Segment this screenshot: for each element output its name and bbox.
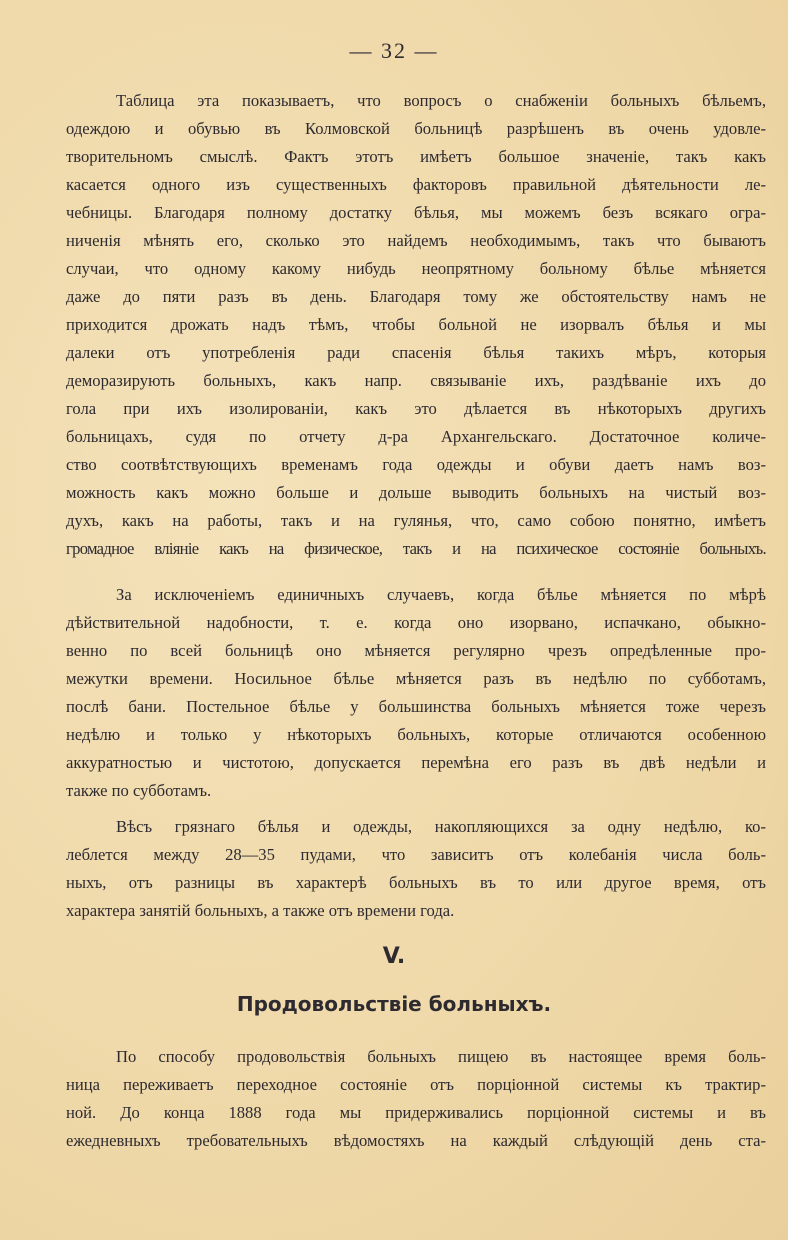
text-line: чебницы. Благодаря полному достатку бѣлья, мы можемъ безъ всякаго огра- xyxy=(66,203,766,222)
text-line: даже до пяти разъ въ день. Благодаря тому же обстоятельству намъ не xyxy=(66,287,766,306)
text-line: межутки времени. Носильное бѣлье мѣняется разъ въ недѣлю по субботамъ, xyxy=(66,669,766,688)
text-line: ныхъ, отъ разницы въ характерѣ больныхъ въ то или другое время, отъ xyxy=(66,873,766,892)
text-line: приходится дрожать надъ тѣмъ, чтобы больной не изорвалъ бѣлья и мы xyxy=(66,315,766,334)
text-line: леблется между 28—35 пудами, что зависитъ отъ колебанія числа боль- xyxy=(66,845,766,864)
text-line: гола при ихъ изолированіи, какъ это дѣлается въ нѣкоторыхъ другихъ xyxy=(66,399,766,418)
text-line: По способу продовольствія больныхъ пищею въ настоящее время боль- xyxy=(116,1047,766,1066)
section-number: V. xyxy=(382,944,406,969)
text-line: также по субботамъ. xyxy=(66,781,212,800)
text-line: послѣ бани. Постельное бѣлье у большинства больныхъ мѣняется тоже черезъ xyxy=(66,697,766,716)
text-line: характера занятій больныхъ, а также отъ времени года. xyxy=(66,901,455,920)
text-line: ной. До конца 1888 года мы придерживались порціонной системы и въ xyxy=(66,1103,766,1122)
section-title: Продовольствіе больныхъ. xyxy=(236,992,552,1016)
text-line: громадное вліяніе какъ на физическое, такъ и на психическое состояніе больныхъ. xyxy=(66,539,766,558)
text-line: венно по всей больницѣ оно мѣняется регулярно чрезъ опредѣленные про- xyxy=(66,641,766,660)
text-line: недѣлю и только у нѣкоторыхъ больныхъ, которые отличаются особенною xyxy=(66,725,766,744)
text-line: можность какъ можно больше и дольше выводить больныхъ на чистый воз- xyxy=(66,483,766,502)
text-line: далеки отъ употребленія ради спасенія бѣлья такихъ мѣръ, которыя xyxy=(66,343,766,362)
text-line: касается одного изъ существенныхъ факторовъ правильной дѣятельности ле- xyxy=(66,175,766,194)
text-line: случаи, что одному какому нибудь неопрятному больному бѣлье мѣняется xyxy=(66,259,766,278)
text-line: дѣйствительной надобности, т. е. когда оно изорвано, испачкано, обыкно- xyxy=(66,613,766,632)
text-line: ство соотвѣтствующихъ временамъ года одежды и обуви даетъ намъ воз- xyxy=(66,455,766,474)
text-line: деморазирують больныхъ, какъ напр. связываніе ихъ, раздѣваніе ихъ до xyxy=(66,371,766,390)
text-line: ница переживаетъ переходное состояніе отъ порціонной системы къ трактир- xyxy=(66,1075,766,1094)
text-line: Вѣсъ грязнаго бѣлья и одежды, накопляющихся за одну недѣлю, ко- xyxy=(116,817,766,836)
text-line: больницахъ, судя по отчету д-ра Архангельскаго. Достаточное количе- xyxy=(66,427,766,446)
page-number: — 32 — xyxy=(349,38,439,63)
text-line: аккуратностью и чистотою, допускается перемѣна его разъ въ двѣ недѣли и xyxy=(66,753,766,772)
text-line: ниченія мѣнять его, сколько это найдемъ необходимымъ, такъ что бываютъ xyxy=(66,231,766,250)
text-line: творительномъ смыслѣ. Фактъ этотъ имѣетъ большое значеніе, такъ какъ xyxy=(66,147,766,166)
text-line: ежедневныхъ требовательныхъ вѣдомостяхъ на каждый слѣдующій день ста- xyxy=(66,1131,766,1150)
text-line: одеждою и обувью въ Колмовской больницѣ разрѣшенъ въ очень удовле- xyxy=(66,119,766,138)
text-line: За исключеніемъ единичныхъ случаевъ, когда бѣлье мѣняется по мѣрѣ xyxy=(116,585,766,604)
text-line: Таблица эта показываетъ, что вопросъ о снабженіи больныхъ бѣльемъ, xyxy=(116,91,766,110)
text-line: духъ, какъ на работы, такъ и на гулянья, что, само собою понятно, имѣетъ xyxy=(66,511,766,530)
